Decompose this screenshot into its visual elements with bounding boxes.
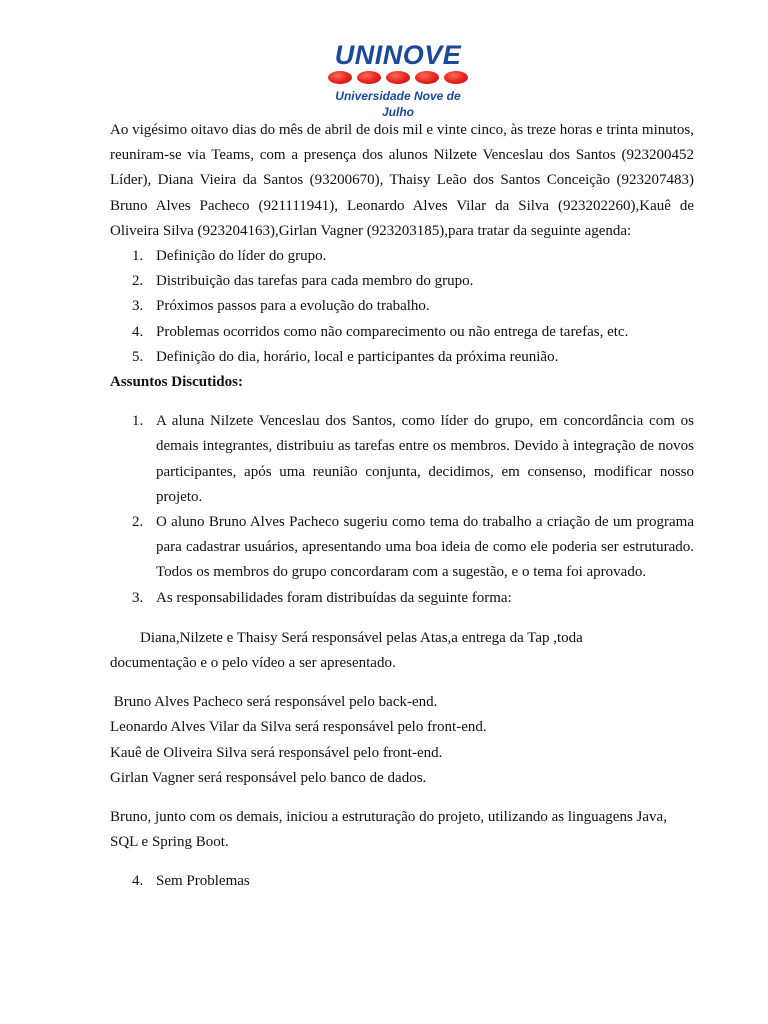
responsibilities-intro: Diana,Nilzete e Thaisy Será responsável pelas Atas,a entrega da Tap ,toda documentação e o pelo vídeo a ser apresentado. bbox=[110, 629, 583, 672]
agenda-item-text: Definição do dia, horário, local e participantes da próxima reunião. bbox=[156, 348, 559, 365]
document-body bbox=[110, 118, 694, 895]
final-list bbox=[110, 869, 694, 894]
logo-dot bbox=[328, 71, 352, 84]
agenda-list bbox=[110, 244, 694, 370]
responsibility-line: Bruno Alves Pacheco será responsável pelo back-end. bbox=[110, 694, 438, 711]
agenda-item-number: 2. bbox=[132, 273, 144, 290]
logo-dot bbox=[386, 71, 410, 84]
agenda-item bbox=[110, 345, 694, 370]
responsibilities-list bbox=[110, 690, 694, 791]
responsibility-line: Leonardo Alves Vilar da Silva será responsável pelo front-end. bbox=[110, 719, 487, 736]
agenda-item-number: 1. bbox=[132, 248, 144, 265]
logo-dot bbox=[444, 71, 468, 84]
final-item-number: 4. bbox=[132, 873, 144, 890]
logo-subtitle: Universidade Nove de Julho bbox=[335, 89, 461, 119]
agenda-item bbox=[110, 320, 694, 345]
discussed-item bbox=[110, 510, 694, 586]
responsibility-line: Girlan Vagner será responsável pelo banco de dados. bbox=[110, 769, 427, 786]
discussed-item-number: 2. bbox=[132, 514, 144, 531]
discussed-item-number: 3. bbox=[132, 589, 144, 606]
progress-note: Bruno, junto com os demais, iniciou a estruturação do projeto, utilizando as linguagens Java, SQL e Spring Boot. bbox=[110, 809, 667, 851]
discussed-list bbox=[110, 409, 694, 611]
intro-paragraph: Ao vigésimo oitavo dias do mês de abril de dois mil e vinte cinco, às treze horas e trinta minutos, reuniram-se via Teams, com a presença dos alunos Nilzete Venceslau dos Santos (923200452 Líder), Diana Vieira da Santos (93200670), Thaisy Leão dos Santos Conceição (923207483) Bruno Alves Pacheco (921111941), Leonardo Alves Vilar da Silva (923202260),Kauê de Oliveira Silva (923204163),Girlan Vagner (923203185),para tratar da seguinte agenda: bbox=[110, 122, 694, 239]
logo-dot bbox=[357, 71, 381, 84]
discussed-item-text: O aluno Bruno Alves Pacheco sugeriu como tema do trabalho a criação de um programa para cadastrar usuários, apresentando uma boa ideia de como ele poderia ser estruturado. Todos os membros do grupo concordaram com a sugestão, e o tema foi aprovado. bbox=[156, 514, 694, 581]
agenda-item-number: 5. bbox=[132, 348, 144, 365]
logo-red-dots bbox=[318, 71, 478, 85]
agenda-item bbox=[110, 244, 694, 269]
discussed-heading: Assuntos Discutidos: bbox=[110, 374, 243, 391]
uninove-logo bbox=[318, 40, 478, 119]
discussed-item-number: 1. bbox=[132, 413, 144, 430]
agenda-item-number: 3. bbox=[132, 298, 144, 315]
agenda-item-text: Próximos passos para a evolução do trabalho. bbox=[156, 298, 430, 315]
final-item-text: Sem Problemas bbox=[156, 873, 250, 890]
discussed-item-text: As responsabilidades foram distribuídas da seguinte forma: bbox=[156, 589, 512, 606]
agenda-item-text: Distribuição das tarefas para cada membro do grupo. bbox=[156, 273, 474, 290]
agenda-item bbox=[110, 269, 694, 294]
responsibility-line: Kauê de Oliveira Silva será responsável pelo front-end. bbox=[110, 744, 443, 761]
agenda-item-number: 4. bbox=[132, 323, 144, 340]
discussed-item bbox=[110, 409, 694, 510]
logo-dot bbox=[415, 71, 439, 84]
logo-title: UNINOVE bbox=[334, 40, 462, 70]
agenda-item-text: Definição do líder do grupo. bbox=[156, 248, 327, 265]
agenda-item-text: Problemas ocorridos como não comparecimento ou não entrega de tarefas, etc. bbox=[156, 323, 629, 340]
discussed-item-text: A aluna Nilzete Venceslau dos Santos, como líder do grupo, em concordância com os demais integrantes, distribuiu as tarefas entre os membros. Devido à integração de novos participantes, após uma reunião conjunta, decidimos, em consenso, modificar nosso projeto. bbox=[156, 413, 694, 505]
discussed-item bbox=[110, 586, 694, 611]
final-item bbox=[110, 869, 694, 894]
agenda-item bbox=[110, 294, 694, 319]
